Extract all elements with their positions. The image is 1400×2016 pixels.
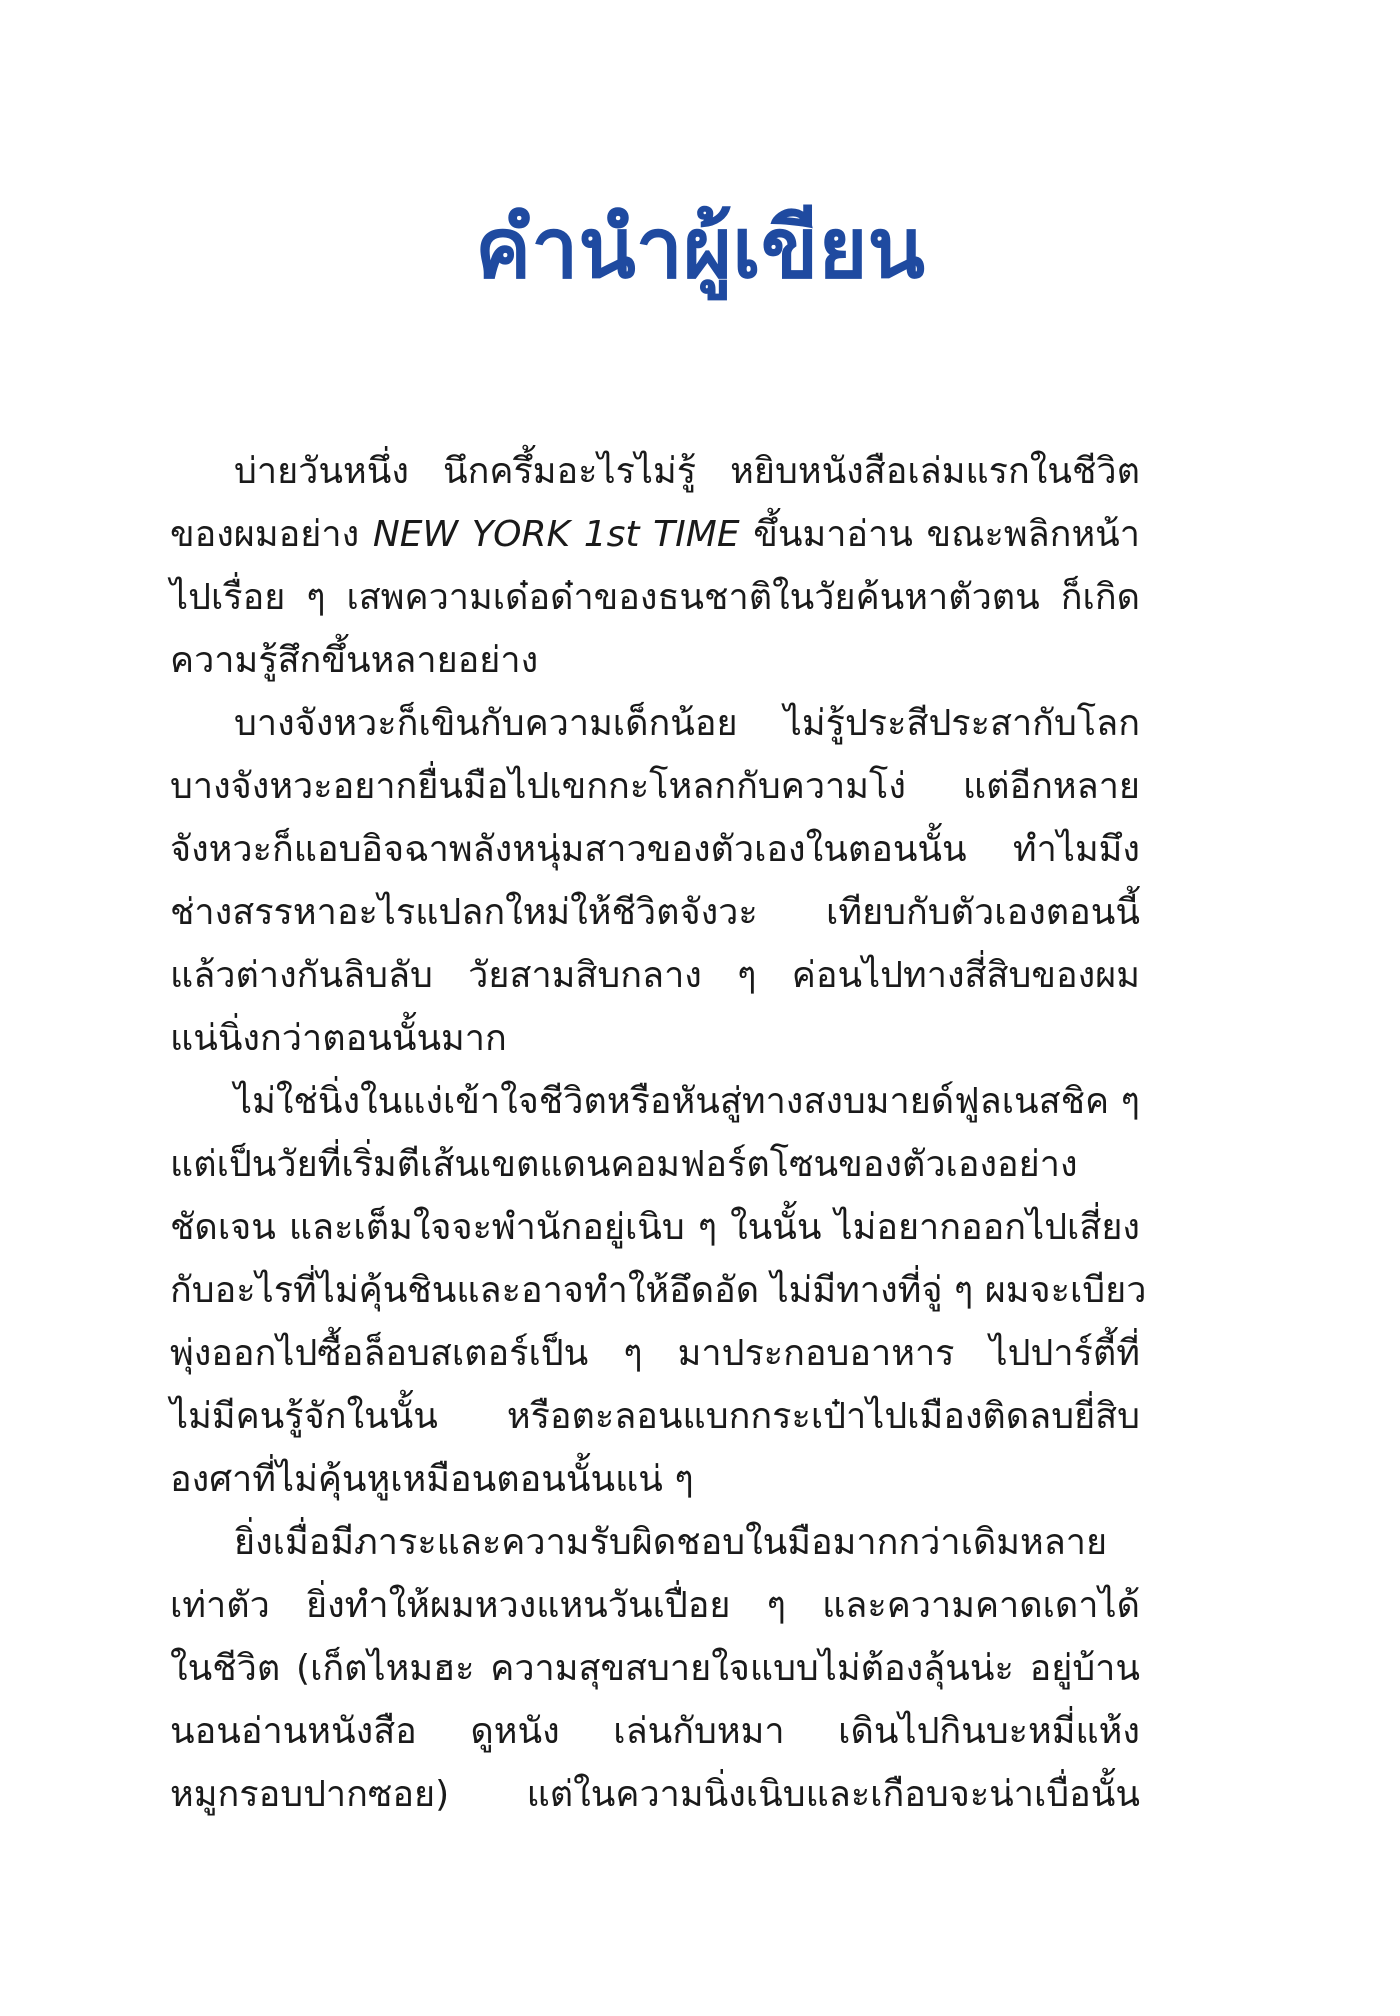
body-text: [170, 440, 1147, 1826]
paragraph-3-line-4: กับอะไรที่ไม่คุ้นชินและอาจทำให้อึดอัด ไม่มีทางที่จู่ ๆ ผมจะเบียว: [170, 1270, 1147, 1311]
paragraph-2-line-6: แน่นิ่งกว่าตอนนั้นมาก: [170, 1018, 507, 1059]
paragraph-2-line-2: บางจังหวะอยากยื่นมือไปเขกกะโหลกกับความโง่ แต่อีกหลาย: [170, 766, 1140, 807]
line-text-after: ขึ้นมาอ่าน ขณะพลิกหน้า: [739, 514, 1140, 555]
page-title: คำนำผู้เขียน: [475, 199, 925, 297]
book-title: NEW YORK 1st TIME: [372, 514, 740, 555]
paragraph-3-line-2: แต่เป็นวัยที่เริ่มตีเส้นเขตแดนคอมฟอร์ตโซนของตัวเองอย่าง: [170, 1144, 1078, 1185]
paragraph-4-line-1: ยิ่งเมื่อมีภาระและความรับผิดชอบในมือมากกว่าเดิมหลาย: [234, 1522, 1108, 1563]
paragraph-3-line-3: ชัดเจน และเต็มใจจะพำนักอยู่เนิบ ๆ ในนั้น ไม่อยากออกไปเสี่ยง: [170, 1207, 1140, 1248]
paragraph-1-line-2: [170, 503, 1140, 566]
paragraph-4-line-2: เท่าตัว ยิ่งทำให้ผมหวงแหนวันเปื่อย ๆ และความคาดเดาได้: [170, 1585, 1140, 1626]
paragraph-1-line-1: บ่ายวันหนึ่ง นึกครึ้มอะไรไม่รู้ หยิบหนังสือเล่มแรกในชีวิต: [234, 451, 1140, 492]
paragraph-3-line-5: พุ่งออกไปซื้อล็อบสเตอร์เป็น ๆ มาประกอบอาหาร ไปปาร์ตี้ที่: [170, 1333, 1140, 1374]
paragraph-3-line-6: ไม่มีคนรู้จักในนั้น หรือตะลอนแบกกระเป๋าไปเมืองติดลบยี่สิบ: [170, 1396, 1140, 1437]
line-text-before: ของผมอย่าง: [170, 514, 373, 555]
paragraph-2-line-1: บางจังหวะก็เขินกับความเด็กน้อย ไม่รู้ประสีประสากับโลก: [234, 703, 1140, 744]
paragraph-3-line-7: องศาที่ไม่คุ้นหูเหมือนตอนนั้นแน่ ๆ: [170, 1459, 694, 1500]
paragraph-1-line-4: ความรู้สึกขึ้นหลายอย่าง: [170, 640, 539, 681]
paragraph-2-line-3: จังหวะก็แอบอิจฉาพลังหนุ่มสาวของตัวเองในตอนนั้น ทำไมมึง: [170, 829, 1140, 870]
paragraph-4-line-5: หมูกรอบปากซอย) แต่ในความนิ่งเนิบและเกือบจะน่าเบื่อนั้น: [170, 1774, 1140, 1815]
paragraph-3-line-1: ไม่ใช่นิ่งในแง่เข้าใจชีวิตหรือหันสู่ทางสงบมายด์ฟูลเนสชิค ๆ: [234, 1081, 1140, 1122]
paragraph-2-line-5: แล้วต่างกันลิบลับ วัยสามสิบกลาง ๆ ค่อนไปทางสี่สิบของผม: [170, 955, 1140, 996]
paragraph-4-line-3: ในชีวิต (เก็ตไหมฮะ ความสุขสบายใจแบบไม่ต้องลุ้นน่ะ อยู่บ้าน: [170, 1648, 1140, 1689]
paragraph-2-line-4: ช่างสรรหาอะไรแปลกใหม่ให้ชีวิตจังวะ เทียบกับตัวเองตอนนี้: [170, 892, 1140, 933]
paragraph-1-line-3: ไปเรื่อย ๆ เสพความเด๋อด๋าของธนชาติในวัยค้นหาตัวตน ก็เกิด: [170, 577, 1140, 618]
paragraph-4-line-4: นอนอ่านหนังสือ ดูหนัง เล่นกับหมา เดินไปกินบะหมี่แห้ง: [170, 1711, 1140, 1752]
